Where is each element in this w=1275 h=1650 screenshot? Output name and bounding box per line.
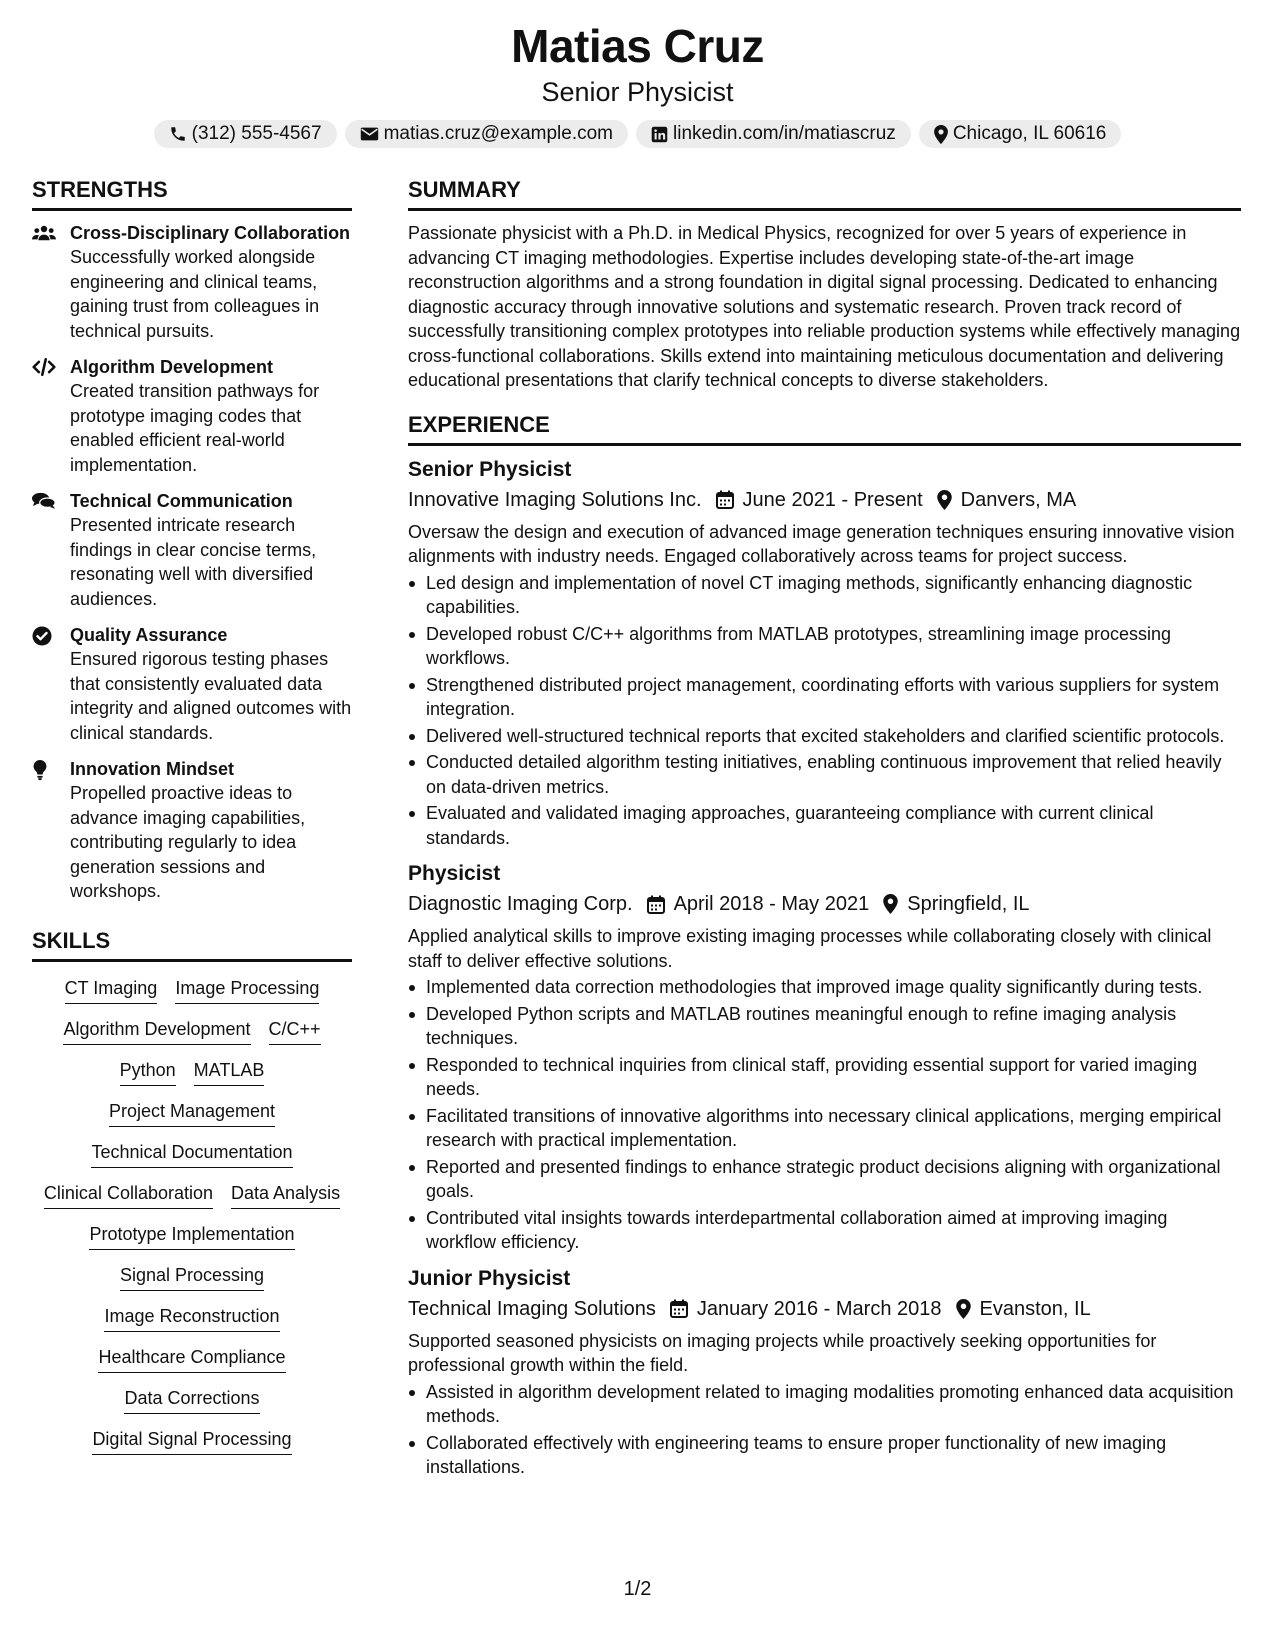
job-description: Supported seasoned physicists on imaging projects while proactively seeking opportunities for professional growth within the field. [408, 1330, 1157, 1375]
candidate-title: Senior Physicist [541, 77, 734, 107]
location-text: Chicago, IL 60616 [952, 123, 1107, 144]
calendar-icon [647, 895, 665, 914]
page-number: 1/2 [623, 1578, 652, 1600]
bullet-item: Conducted detailed algorithm testing initiatives, enabling continuous improvement that relied heavily on data-driven metrics. [408, 750, 1241, 799]
bullet-item: Developed Python scripts and MATLAB routines meaningful enough to refine imaging analysis techniques. [408, 1002, 1241, 1051]
job-dates: January 2016 - March 2018 [696, 1297, 942, 1320]
job-dates: June 2021 - Present [742, 488, 923, 511]
location-pin-icon [937, 490, 952, 510]
contact-email[interactable] [345, 120, 628, 148]
job-meta [408, 888, 1241, 920]
bullet-item: Led design and implementation of novel CT imaging methods, significantly enhancing diagnostic capabilities. [408, 571, 1241, 620]
envelope-icon [360, 126, 379, 142]
skill-tag: C/C++ [269, 1017, 321, 1045]
job-bullets [408, 1380, 1241, 1480]
strengths-heading: STRENGTHS [32, 175, 352, 211]
right-column [408, 175, 1241, 1490]
job-entry [408, 456, 1241, 851]
skill-tag: MATLAB [194, 1058, 265, 1086]
job-title: Physicist [408, 862, 501, 885]
job-company: Innovative Imaging Solutions Inc. [408, 488, 702, 511]
skill-tag: CT Imaging [65, 976, 158, 1004]
job-meta [408, 484, 1241, 516]
bullet-item: Evaluated and validated imaging approaches, guaranteeing compliance with current clinical standards. [408, 801, 1241, 850]
summary-heading: SUMMARY [408, 175, 1241, 211]
job-meta [408, 1293, 1241, 1325]
job-bullets [408, 571, 1241, 851]
job-title: Junior Physicist [408, 1266, 571, 1290]
skill-tag: Data Corrections [124, 1386, 259, 1414]
strength-item [32, 221, 352, 343]
linkedin-text: linkedin.com/in/matiascruz [673, 123, 896, 144]
job-location: Danvers, MA [960, 488, 1077, 511]
strength-title: Cross-Disciplinary Collaboration [70, 223, 351, 243]
strength-description: Successfully worked alongside engineering and clinical teams, gaining trust from colleagues in technical pursuits. [70, 247, 320, 341]
bullet-item: Reported and presented findings to enhance strategic product decisions aligning with organizational goals. [408, 1155, 1241, 1204]
job-dates: April 2018 - May 2021 [673, 893, 870, 915]
bullet-item: Collaborated effectively with engineering teams to ensure proper functionality of new imaging installations. [408, 1431, 1241, 1480]
lightbulb-icon [32, 757, 70, 904]
comments-icon [32, 489, 70, 611]
skill-tag: Algorithm Development [63, 1017, 250, 1045]
phone-text: (312) 555-4567 [191, 123, 322, 144]
location-pin-icon [883, 894, 898, 914]
contact-phone[interactable] [154, 120, 337, 148]
job-description: Applied analytical skills to improve existing imaging processes while collaborating closely with clinical staff to deliver effective solutions. [408, 926, 1212, 971]
bullet-item: Assisted in algorithm development related to imaging modalities promoting enhanced data acquisition methods. [408, 1380, 1241, 1429]
job-entry [408, 860, 1241, 1255]
summary-text: Passionate physicist with a Ph.D. in Medical Physics, recognized for over 5 years of experience in advancing CT imaging methodologies. Expertise includes developing state-of-the-art image reconstruction algorithms and a strong foundation in digital signal processing. Dedicated to enhancing diagnostic accuracy through innovative solutions and systematic research. Proven track record of successfully transitioning complex prototypes into reliable production systems while effectively managing cross-functional collaborations. Skills extend into maintaining meticulous documentation and delivering educational presentations that clarify technical concepts to diverse stakeholders. [408, 223, 1241, 390]
left-column [32, 175, 352, 1455]
skill-tag: Technical Documentation [91, 1140, 292, 1168]
strength-title: Innovation Mindset [70, 759, 234, 779]
job-title: Senior Physicist [408, 457, 572, 481]
linkedin-icon [651, 126, 668, 143]
job-bullets [408, 975, 1241, 1255]
skill-tag: Prototype Implementation [89, 1222, 294, 1250]
code-icon [32, 355, 70, 477]
skill-tag: Digital Signal Processing [92, 1427, 291, 1455]
bullet-item: Facilitated transitions of innovative algorithms into necessary clinical applications, merging empirical research with practical implementation. [408, 1104, 1241, 1153]
strength-description: Created transition pathways for prototype imaging codes that enabled efficient real-world implementation. [70, 381, 320, 475]
contact-linkedin[interactable] [636, 120, 911, 148]
calendar-icon [716, 490, 734, 509]
skill-tag: Python [120, 1058, 176, 1086]
job-company: Technical Imaging Solutions [408, 1297, 656, 1320]
email-text: matias.cruz@example.com [383, 123, 613, 144]
job-entry [408, 1265, 1241, 1480]
bullet-item: Developed robust C/C++ algorithms from MATLAB prototypes, streamlining image processing workflows. [408, 622, 1241, 671]
skill-tag: Image Processing [175, 976, 319, 1004]
job-company: Diagnostic Imaging Corp. [408, 893, 633, 915]
strength-description: Presented intricate research findings in clear concise terms, resonating well with diversified audiences. [70, 515, 317, 609]
candidate-name: Matias Cruz [511, 20, 764, 72]
bullet-item: Strengthened distributed project management, coordinating efforts with various suppliers for system integration. [408, 673, 1241, 722]
bullet-item: Contributed vital insights towards interdepartmental collaboration aimed at improving imaging workflow efficiency. [408, 1206, 1241, 1255]
calendar-icon [670, 1299, 688, 1318]
strength-title: Quality Assurance [70, 625, 228, 645]
contact-location[interactable] [919, 120, 1122, 148]
strength-description: Propelled proactive ideas to advance imaging capabilities, contributing regularly to idea generation sessions and workshops. [70, 783, 306, 901]
skill-tag: Data Analysis [231, 1181, 340, 1209]
skill-tag: Signal Processing [120, 1263, 264, 1291]
bullet-item: Implemented data correction methodologies that improved image quality significantly during tests. [408, 975, 1241, 1000]
strength-title: Algorithm Development [70, 357, 274, 377]
phone-icon [169, 125, 187, 143]
strength-item [32, 355, 352, 477]
skills-list [32, 976, 352, 1455]
check-circle-icon [32, 623, 70, 745]
users-icon [32, 221, 70, 343]
job-location: Springfield, IL [907, 893, 1030, 915]
location-pin-icon [956, 1299, 971, 1319]
bullet-item: Delivered well-structured technical reports that excited stakeholders and clarified scientific protocols. [408, 724, 1241, 749]
strength-description: Ensured rigorous testing phases that consistently evaluated data integrity and aligned outcomes with clinical standards. [70, 649, 352, 743]
skill-tag: Image Reconstruction [104, 1304, 279, 1332]
skill-tag: Clinical Collaboration [44, 1181, 213, 1209]
location-pin-icon [934, 125, 948, 144]
job-location: Evanston, IL [979, 1297, 1091, 1320]
strength-item [32, 623, 352, 745]
skill-tag: Project Management [109, 1099, 275, 1127]
strength-item [32, 757, 352, 904]
experience-heading: EXPERIENCE [408, 410, 1241, 446]
strength-item [32, 489, 352, 611]
job-description: Oversaw the design and execution of advanced image generation techniques ensuring innovative vision alignments with industry needs. Engaged collaboratively across teams for project success. [408, 521, 1235, 566]
skills-heading: SKILLS [32, 926, 352, 962]
bullet-item: Responded to technical inquiries from clinical staff, providing essential support for varied imaging needs. [408, 1053, 1241, 1102]
strength-title: Technical Communication [70, 491, 293, 511]
contact-bar [0, 120, 1275, 148]
resume-header [0, 18, 1275, 148]
skill-tag: Healthcare Compliance [98, 1345, 285, 1373]
